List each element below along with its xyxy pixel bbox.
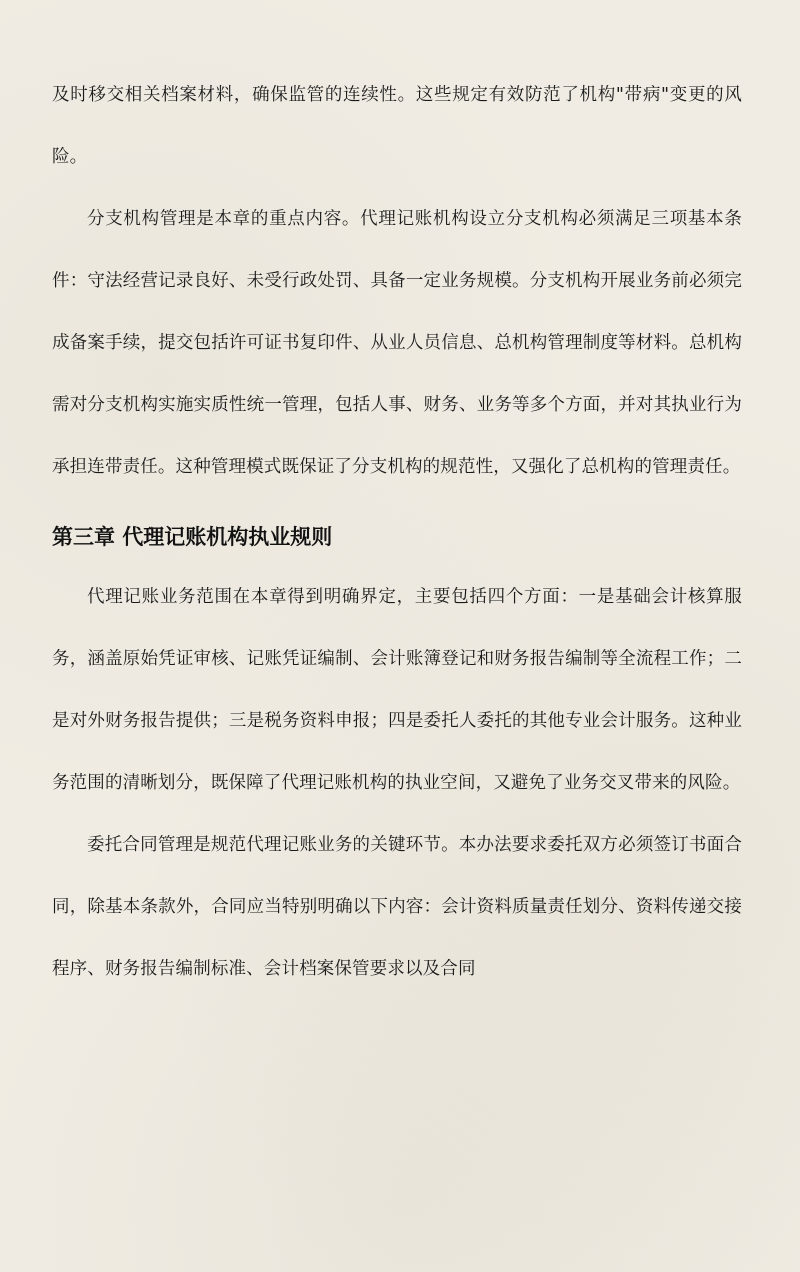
paragraph-business-scope: 代理记账业务范围在本章得到明确界定，主要包括四个方面：一是基础会计核算服务，涵盖原始凭证审核、记账凭证编制、会计账簿登记和财务报告编制等全流程工作；二是对外财务报告提供；三是税务资料申报；四是委托人委托的其他专业会计服务。这种业务范围的清晰划分，既保障了代理记账机构的执业空间，又避免了业务交叉带来的风险。 xyxy=(52,587,742,793)
document-page xyxy=(52,64,742,1000)
chapter-heading: 第三章 代理记账机构执业规则 xyxy=(52,525,333,549)
paragraph-continuation: 及时移交相关档案材料，确保监管的连续性。这些规定有效防范了机构"带病"变更的风险。 xyxy=(52,85,742,167)
paragraph-branch-management: 分支机构管理是本章的重点内容。代理记账机构设立分支机构必须满足三项基本条件：守法经营记录良好、未受行政处罚、具备一定业务规模。分支机构开展业务前必须完成备案手续，提交包括许可证书复印件、从业人员信息、总机构管理制度等材料。总机构需对分支机构实施实质性统一管理，包括人事、财务、业务等多个方面，并对其执业行为承担连带责任。这种管理模式既保证了分支机构的规范性，又强化了总机构的管理责任。 xyxy=(52,209,742,477)
paragraph-contract-management: 委托合同管理是规范代理记账业务的关键环节。本办法要求委托双方必须签订书面合同，除基本条款外，合同应当特别明确以下内容：会计资料质量责任划分、资料传递交接程序、财务报告编制标准、会计档案保管要求以及合同 xyxy=(52,835,742,979)
